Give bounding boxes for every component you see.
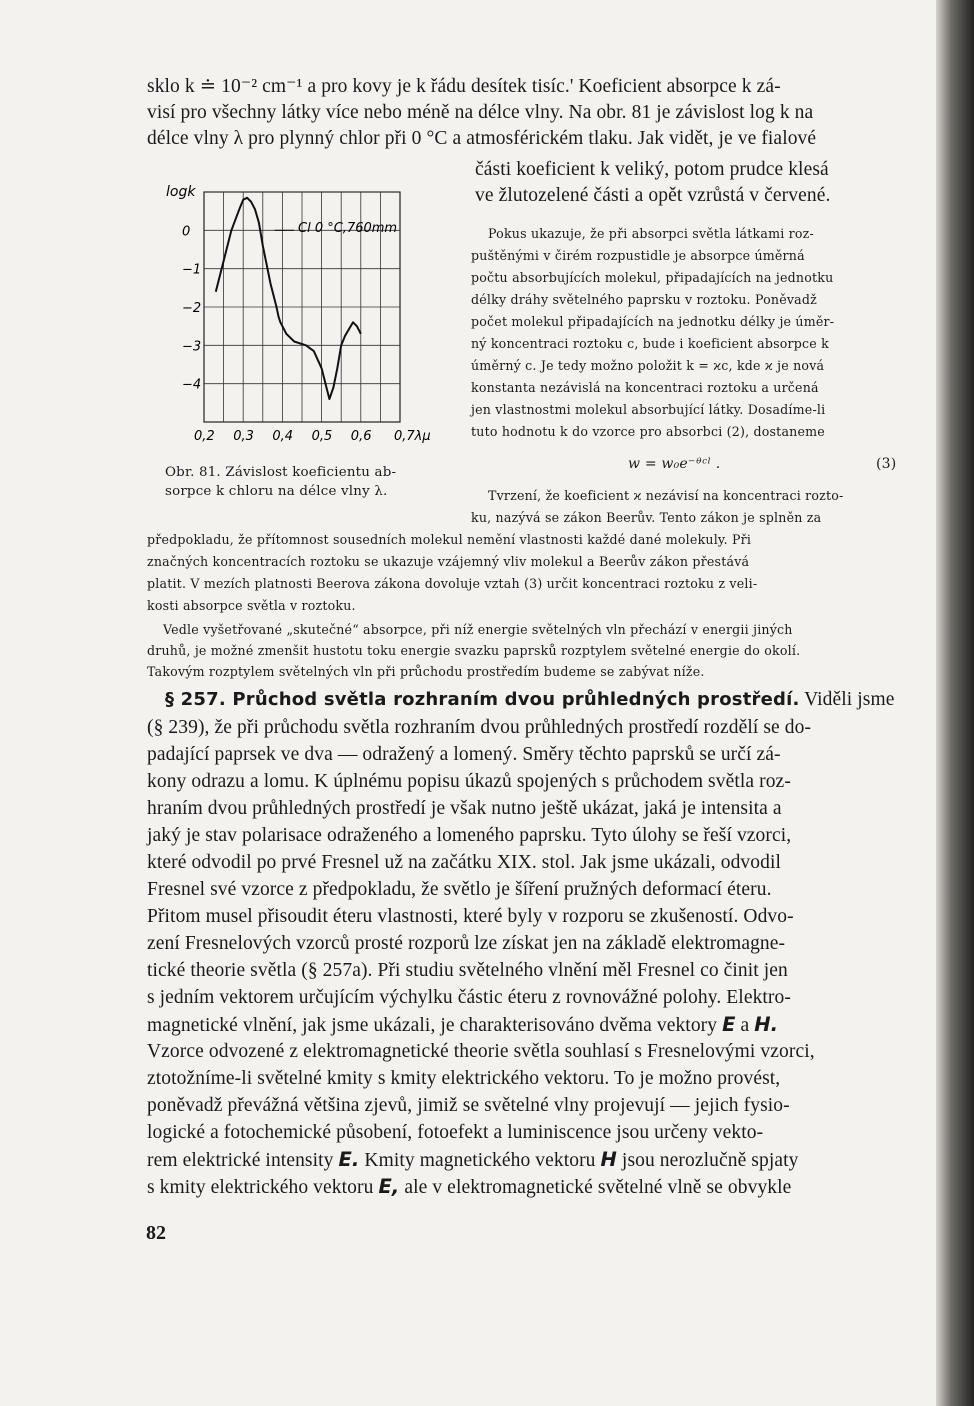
chart-ticks <box>182 224 431 444</box>
absorption-chart <box>160 180 450 450</box>
text-span: jsou nerozlučně spjaty <box>621 1150 799 1171</box>
text-span: rem elektrické intensity <box>147 1150 334 1171</box>
text-line: visí pro všechny látky více nebo méně na délce vlny. Na obr. 81 je závislost log k na <box>147 102 814 123</box>
text-line: Fresnel své vzorce z předpokladu, že světlo je šíření pružných deformací éteru. <box>147 879 772 900</box>
text-span: ale v elektromagnetické světelné vlně se obvykle <box>404 1177 792 1198</box>
text-line: ve žlutozelené části a opět vzrůstá v červené. <box>475 185 831 206</box>
x-tick-label: 0,6 <box>350 429 372 444</box>
figure-caption: sorpce k chloru na délce vlny λ. <box>165 484 388 499</box>
x-tick-label: 0,7λμ <box>394 429 431 444</box>
vector-e: E. <box>338 1148 360 1171</box>
section-heading-line <box>165 688 894 712</box>
x-tick-label: 0,2 <box>194 429 215 444</box>
text-line: délce vlny λ pro plynný chlor při 0 °C a atmosférickém tlaku. Jak vidět, je ve fialové <box>147 128 817 149</box>
text-line: poněvadž převážná většina zjevů, jimiž se světelné vlny projevují — jejich fysio- <box>147 1095 790 1116</box>
text-line: které odvodil po prvé Fresnel už na začátku XIX. stol. Jak jsme ukázali, odvodil <box>147 852 781 873</box>
text-span: Viděli jsme <box>804 689 895 710</box>
text-line: Tvrzení, že koeficient ϰ nezávisí na koncentraci rozto- <box>488 488 844 503</box>
text-line: Vedle vyšetřované „skutečné“ absorpce, při níž energie světelných vln přechází v energii jiných <box>163 622 793 637</box>
y-axis-label: logk <box>166 184 196 200</box>
text-line: s jedním vektorem určujícím výchylku částic éteru z rovnovážné polohy. Elektro- <box>147 987 791 1008</box>
formula-number: (3) <box>876 456 897 472</box>
formula: w = w₀e⁻ᶿᶜˡ . <box>628 456 721 472</box>
section-heading: § 257. Průchod světla rozhraním dvou průhledných prostředí. <box>165 689 800 710</box>
text-line: ný koncentraci roztoku c, bude i koeficient absorpce k <box>471 336 829 351</box>
text-line: Vzorce odvozené z elektromagnetické theorie světla souhlasí s Fresnelovými vzorci, <box>147 1041 815 1062</box>
text-line: sklo k ≐ 10⁻² cm⁻¹ a pro kovy je k řádu desítek tisíc.' Koeficient absorpce k zá- <box>147 76 781 97</box>
text-line: logické a fotochemické působení, fotoefekt a luminiscence jsou určeny vekto- <box>147 1122 764 1143</box>
text-line: úměrný c. Je tedy možno položit k = ϰc, kde ϰ je nová <box>471 358 825 373</box>
text-line: tuto hodnotu k do vzorce pro absorbci (2), dostaneme <box>471 424 825 439</box>
x-tick-label: 0,5 <box>311 429 333 444</box>
y-tick-label: −2 <box>182 301 202 316</box>
text-line: počet molekul připadajících na jednotku délky je úměr- <box>471 314 835 329</box>
text-span: Kmity magnetického vektoru <box>364 1150 596 1171</box>
vector-h: H <box>600 1148 617 1171</box>
text-line: délky dráhy světelného paprsku v roztoku. Poněvadž <box>471 292 817 307</box>
text-line: předpokladu, že přítomnost sousedních molekul nemění vlastnosti každé dané molekuly. Při <box>147 532 752 547</box>
page-binding-edge <box>936 0 974 1406</box>
text-span: magnetické vlnění, jak jsme ukázali, je charakterisováno dvěma vektory <box>147 1015 718 1036</box>
text-line: Takovým rozptylem světelných vln při průchodu prostředím budeme se zabývat níže. <box>147 664 705 679</box>
text-span: s kmity elektrického vektoru <box>147 1177 374 1198</box>
text-line: zení Fresnelových vzorců prosté rozporů lze získat jen na základě elektromagne- <box>147 933 786 954</box>
y-tick-label: −1 <box>182 262 202 278</box>
text-line: puštěnými v čirém rozpustidle je absorpce úměrná <box>471 248 805 263</box>
vector-e: E <box>722 1013 736 1036</box>
series-annotation: Cl 0 °C,760mm <box>298 221 398 236</box>
text-span: a <box>740 1015 750 1036</box>
text-line: tické theorie světla (§ 257a). Při studiu světelného vlnění měl Fresnel co činit jen <box>147 960 788 981</box>
x-tick-label: 0,4 <box>272 429 294 444</box>
text-line: Pokus ukazuje, že při absorpci světla látkami roz- <box>488 226 814 241</box>
page-number: 82 <box>146 1222 166 1244</box>
y-tick-label: 0 <box>182 224 191 240</box>
text-line: padající paprsek ve dva — odražený a lomený. Směry těchto paprsků se určí zá- <box>147 744 781 765</box>
text-line <box>147 1175 791 1200</box>
text-line: hraním dvou průhledných prostředí je však nutno ještě ukázat, jaká je intensita a <box>147 798 782 819</box>
text-line: jaký je stav polarisace odraženého a lomeného paprsku. Tyto úlohy se řeší vzorci, <box>147 825 792 846</box>
x-tick-label: 0,3 <box>233 429 254 444</box>
text-line <box>147 1013 778 1038</box>
text-line: platit. V mezích platnosti Beerova zákona dovoluje vztah (3) určit koncentraci roztoku z veli- <box>147 576 758 591</box>
text-line: značných koncentracích roztoku se ukazuje vzájemný vliv molekul a Beerův zákon přestává <box>147 554 750 569</box>
y-tick-label: −3 <box>182 339 202 355</box>
vector-e: E, <box>378 1175 400 1198</box>
text-line: jen vlastnostmi molekul absorbující látky. Dosadíme-li <box>471 402 826 417</box>
text-line: ztotožníme-li světelné kmity s kmity elektrického vektoru. To je možno provést, <box>147 1068 781 1089</box>
text-line: Přitom musel přisoudit éteru vlastnosti, které byly v rozporu se zkušeností. Odvo- <box>147 906 794 927</box>
text-line: druhů, je možné zmenšit hustotu toku energie svazku paprsků rozptylem světelné energie do okolí. <box>147 643 801 658</box>
text-line: počtu absorbujících molekul, připadajících na jednotku <box>471 270 834 285</box>
vector-h: H. <box>754 1013 779 1036</box>
text-line: ku, nazývá se zákon Beerův. Tento zákon je splněn za <box>471 510 822 525</box>
text-line: kony odrazu a lomu. K úplnému popisu úkazů spojených s průchodem světla roz- <box>147 771 791 792</box>
text-line: kosti absorpce světla v roztoku. <box>147 598 356 613</box>
text-line: konstanta nezávislá na koncentraci roztoku a určená <box>471 380 819 395</box>
y-tick-label: −4 <box>182 377 202 393</box>
figure-caption: Obr. 81. Závislost koeficientu ab- <box>165 465 397 480</box>
text-line: (§ 239), že při průchodu světla rozhraním dvou průhledných prostředí rozdělí se do- <box>147 717 812 738</box>
text-line <box>147 1148 799 1173</box>
text-line: části koeficient k veliký, potom prudce klesá <box>475 159 829 180</box>
